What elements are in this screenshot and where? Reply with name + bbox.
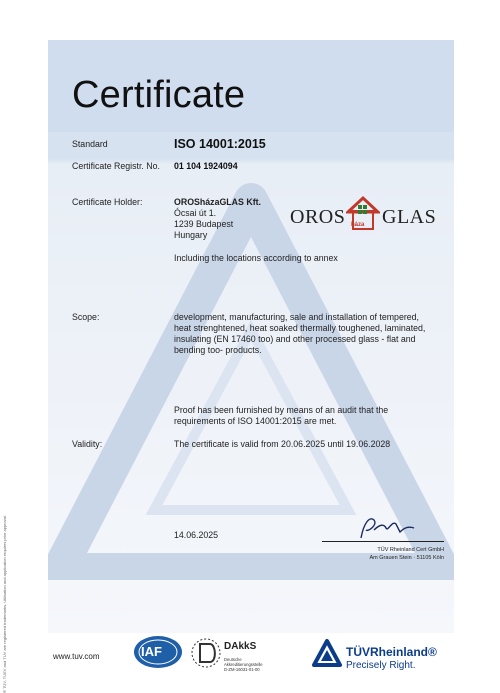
- scope-line: development, manufacturing, sale and installation of tempered,: [174, 312, 419, 322]
- dakks-label: DAkkS: [224, 641, 257, 652]
- dakks-sub-line: D-ZM-16031-01-00: [224, 667, 260, 672]
- signature-line: [322, 541, 444, 542]
- signature-mark: [356, 512, 416, 542]
- locations-note: Including the locations according to annex: [174, 253, 338, 263]
- registr-label: Certificate Registr. No.: [72, 161, 160, 171]
- holder-address-line: 1239 Budapest: [174, 219, 234, 229]
- issuer-block: [322, 546, 444, 562]
- scope-label: Scope:: [72, 312, 100, 322]
- scope-line: bending too- products.: [174, 345, 262, 355]
- website-link[interactable]: www.tuv.com: [53, 652, 100, 661]
- holder-label: Certificate Holder:: [72, 197, 143, 207]
- standard-label: Standard: [72, 139, 108, 149]
- standard-value: ISO 14001:2015: [174, 137, 266, 151]
- iaf-logo-text: IAF: [141, 644, 162, 659]
- holder-address-line: Hungary: [174, 230, 208, 240]
- issuer-line: TÜV Rheinland Cert GmbH: [377, 547, 444, 553]
- side-trademark-note: ® TÜV, TUEV and TUV are registered trademarks. Utilisation and application requires prior approval.: [2, 515, 7, 693]
- tuv-brand: TÜVRheinland®: [346, 645, 437, 659]
- holder-address-line: Ócsai út 1.: [174, 208, 217, 218]
- tuv-triangle-logo-icon: [312, 639, 342, 667]
- scope-line: heat strenghtened, heat soaked thermally toughened, laminated,: [174, 323, 426, 333]
- issue-date: 14.06.2025: [174, 530, 219, 540]
- holder-name: OROSházaGLAS Kft.: [174, 197, 261, 207]
- dakks-sub: [224, 657, 263, 672]
- dakks-logo-icon: [190, 636, 222, 670]
- holder-logo-house-word: háza: [351, 222, 365, 228]
- page-title: Certificate: [72, 74, 246, 116]
- dakks-sub-line: Deutsche: [224, 657, 242, 662]
- proof-line: requirements of ISO 14001:2015 are met.: [174, 416, 337, 426]
- dakks-sub-line: Akkreditierungsstelle: [224, 662, 263, 667]
- issuer-line: Am Grauen Stein · 51105 Köln: [369, 555, 444, 561]
- holder-logo-right: GLAS: [382, 206, 437, 228]
- scope-line: insulating (EN 17460 too) and other processed glass - flat and: [174, 334, 416, 344]
- validity-label: Validity:: [72, 439, 103, 449]
- proof-line: Proof has been furnished by means of an audit that the: [174, 405, 389, 415]
- holder-logo-left: OROS: [290, 206, 346, 228]
- validity-text: The certificate is valid from 20.06.2025 until 19.06.2028: [174, 439, 391, 449]
- registr-value: 01 104 1924094: [174, 161, 238, 171]
- tuv-slogan: Precisely Right.: [346, 660, 416, 671]
